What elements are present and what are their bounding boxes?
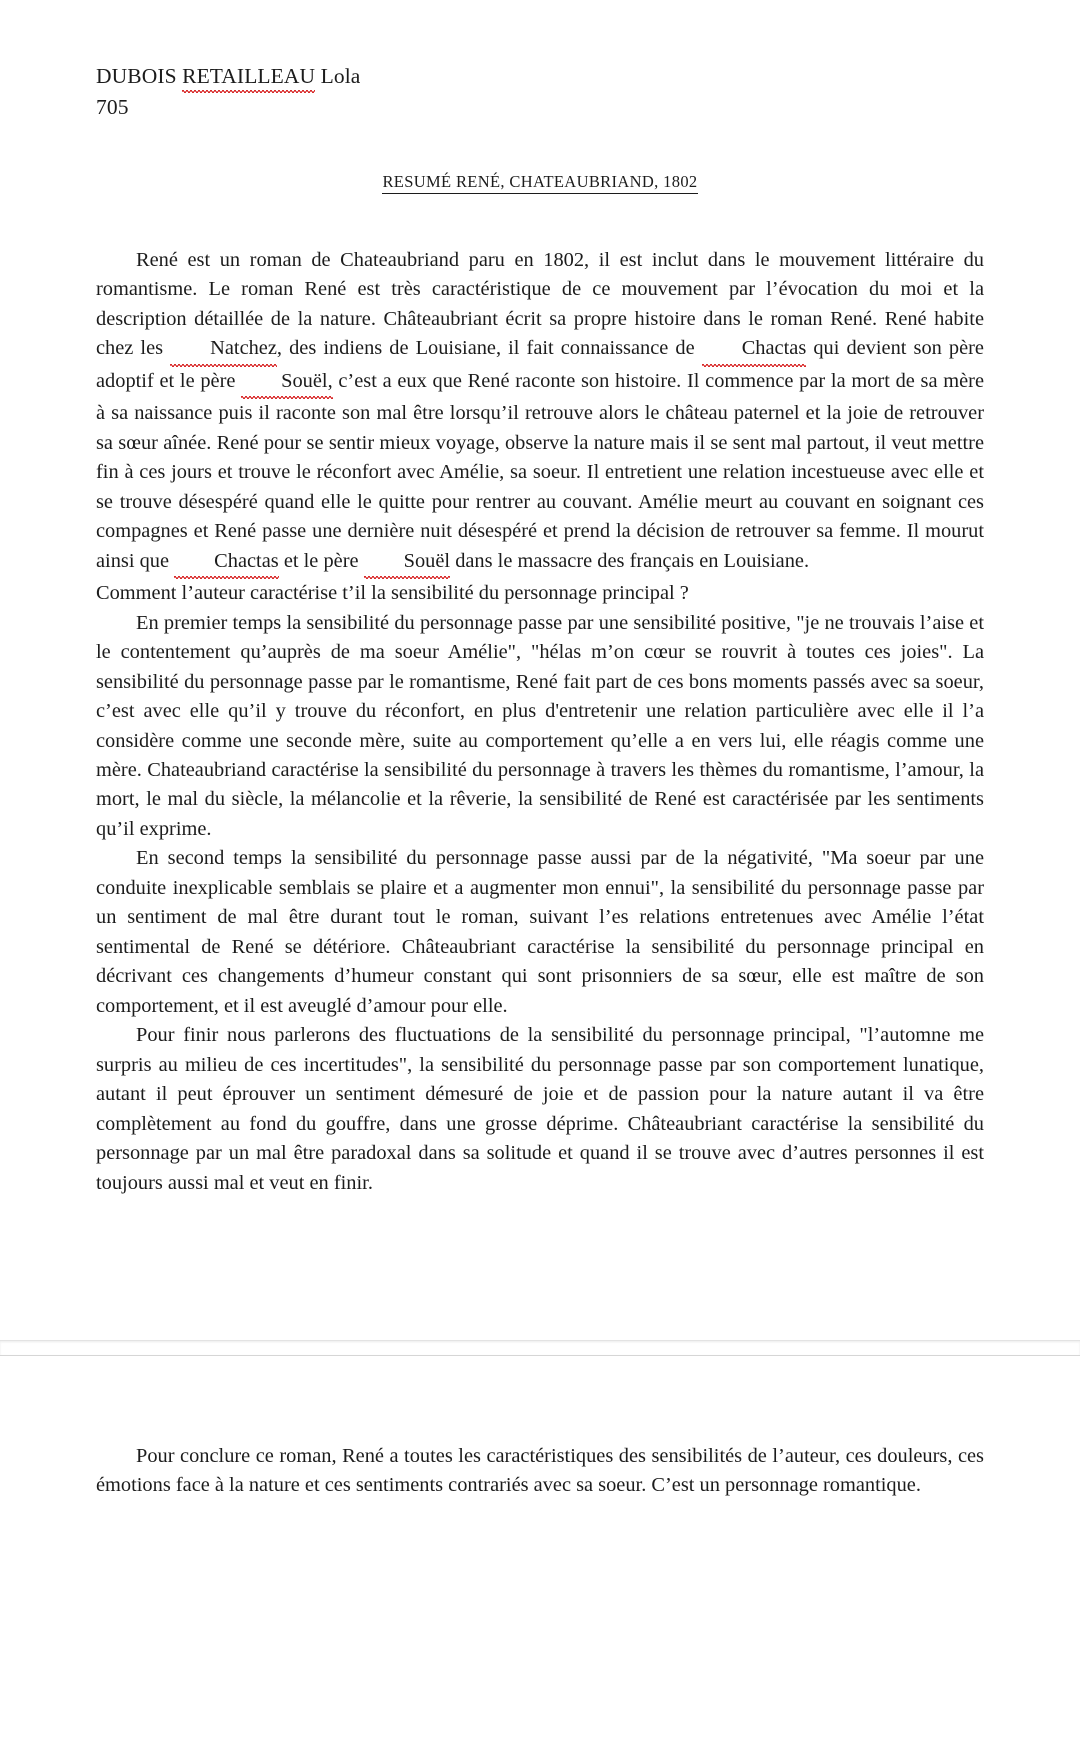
misspelled-souel-1: Souël, xyxy=(241,367,333,399)
document-body-page-2 xyxy=(96,1442,984,1501)
paragraph-first-argument: En premier temps la sensibilité du personnage passe par une sensibilité positive, "je ne trouvais l’aise et le contentement qu’auprès de ma soeur Amélie", "hélas m’on cœur se rouvrit à toutes ces joies". La sensibilité du personnage passe par le romantisme, René fait part de ces bons moments passés avec sa soeur, c’est avec elle qu’il y trouve du réconfort, en plus d'entretenir une relation particulière avec elle il l’a considère comme une seconde mère, suite au comportement qu’elle a en vers lui, elle réagis comme une mère. Chateaubriand caractérise la sensibilité du personnage à travers les thèmes du romantisme, l’amour, la mort, le mal du siècle, la mélancolie et la rêverie, la sensibilité de René est caractérisée par les sentiments qu’il exprime. xyxy=(96,611,984,840)
paragraph-summary-seg6: dans le massacre des français en Louisiane. xyxy=(450,549,810,572)
misspelled-natchez: Natchez xyxy=(170,334,277,366)
misspelled-souel-2: Souël xyxy=(364,547,450,579)
class-code-line: 705 xyxy=(96,95,129,120)
author-name-misspelled: RETAILLEAU xyxy=(182,62,315,93)
paragraph-third-argument: Pour finir nous parlerons des fluctuations de la sensibilité du personnage principal, "l’automne me surpris au milieu de ces incertitudes", la sensibilité du personnage passe par son comportement lunatique, autant il peut éprouver un sentiment démesuré de joie et de passion pour la nature autant il va être complètement au fond du gouffre, dans une grosse déprime. Châteaubriant caractérise la sensibilité du personnage par un mal être paradoxal dans sa solitude et quand il se trouve avec d’autres personnes il est toujours aussi mal et veut en finir. xyxy=(96,1024,984,1194)
paragraph-second-argument: En second temps la sensibilité du personnage passe aussi par de la négativité, "Ma soeur par une conduite inexplicable semblais se plaire et a augmenter mon ennui", la sensibilité du personnage passe par un sentiment de mal être durant tout le roman, suivant l’es relations entretenues avec Amélie l’état sentimental de René se détériore. Châteaubriant caractérise la sensibilité du personnage principal en décrivant ces changements d’humeur constant qui sont prisonniers de sa sœur, elle est maître de son comportement, et il est aveuglé d’amour pour elle. xyxy=(96,847,984,1017)
author-name-suffix: Lola xyxy=(315,64,361,88)
title-container xyxy=(96,172,984,194)
paragraph-summary-seg2: , des indiens de Louisiane, il fait connaissance de xyxy=(276,337,702,360)
document-body-page-1 xyxy=(96,246,984,1199)
paragraph-summary-seg5: et le père xyxy=(278,549,364,572)
page-break-divider xyxy=(0,1340,1080,1356)
document-page-2 xyxy=(0,1356,1080,1541)
paragraph-summary xyxy=(96,246,984,579)
author-line xyxy=(96,62,984,93)
author-name-prefix: DUBOIS xyxy=(96,64,183,88)
paragraph-summary-seg4: c’est a eux que René raconte son histoire. Il commence par la mort de sa mère à sa naissance puis il raconte son mal être lorsqu’il retrouve alors le château paternel et la joie de retrouver sa sœur aînée. René pour se sentir mieux voyage, observe la nature mais il se sent mal partout, il veut mettre fin à ces jours et trouve le réconfort avec Amélie, sa soeur. Il entretient une relation incestueuse avec elle et se trouve désespéré quand elle le quitte pour rentrer au couvant. Amélie meurt au couvant en soignant ces compagnes et René passe une dernière nuit désespéré et prend la décision de retrouver sa femme. Il mourut ainsi que xyxy=(96,369,984,572)
paragraph-summary-seg1: René est un roman de Chateaubriand paru en 1802, il est inclut dans le mouvement littéraire du romantisme. Le roman René est très caractéristique de ce mouvement par l’évocation du moi et la description détaillée de la nature. Châteaubriant écrit sa propre histoire dans le roman René. René habite chez les xyxy=(96,248,984,360)
paragraph-summary-seg3: qui devient son père adoptif et le père xyxy=(96,337,984,392)
document-header xyxy=(96,62,984,122)
misspelled-chactas-2: Chactas xyxy=(174,547,279,579)
paragraph-conclusion: Pour conclure ce roman, René a toutes les caractéristiques des sensibilités de l’auteur, ces douleurs, ces émotions face à la nature et ces sentiments contrariés avec sa soeur. C’est un personnage romantique. xyxy=(96,1445,984,1497)
misspelled-chactas-1: Chactas xyxy=(702,334,807,366)
page-title: RESUMÉ RENÉ, CHATEAUBRIAND, 1802 xyxy=(382,172,697,194)
problematic-question: Comment l’auteur caractérise t’il la sensibilité du personnage principal ? xyxy=(96,582,689,605)
